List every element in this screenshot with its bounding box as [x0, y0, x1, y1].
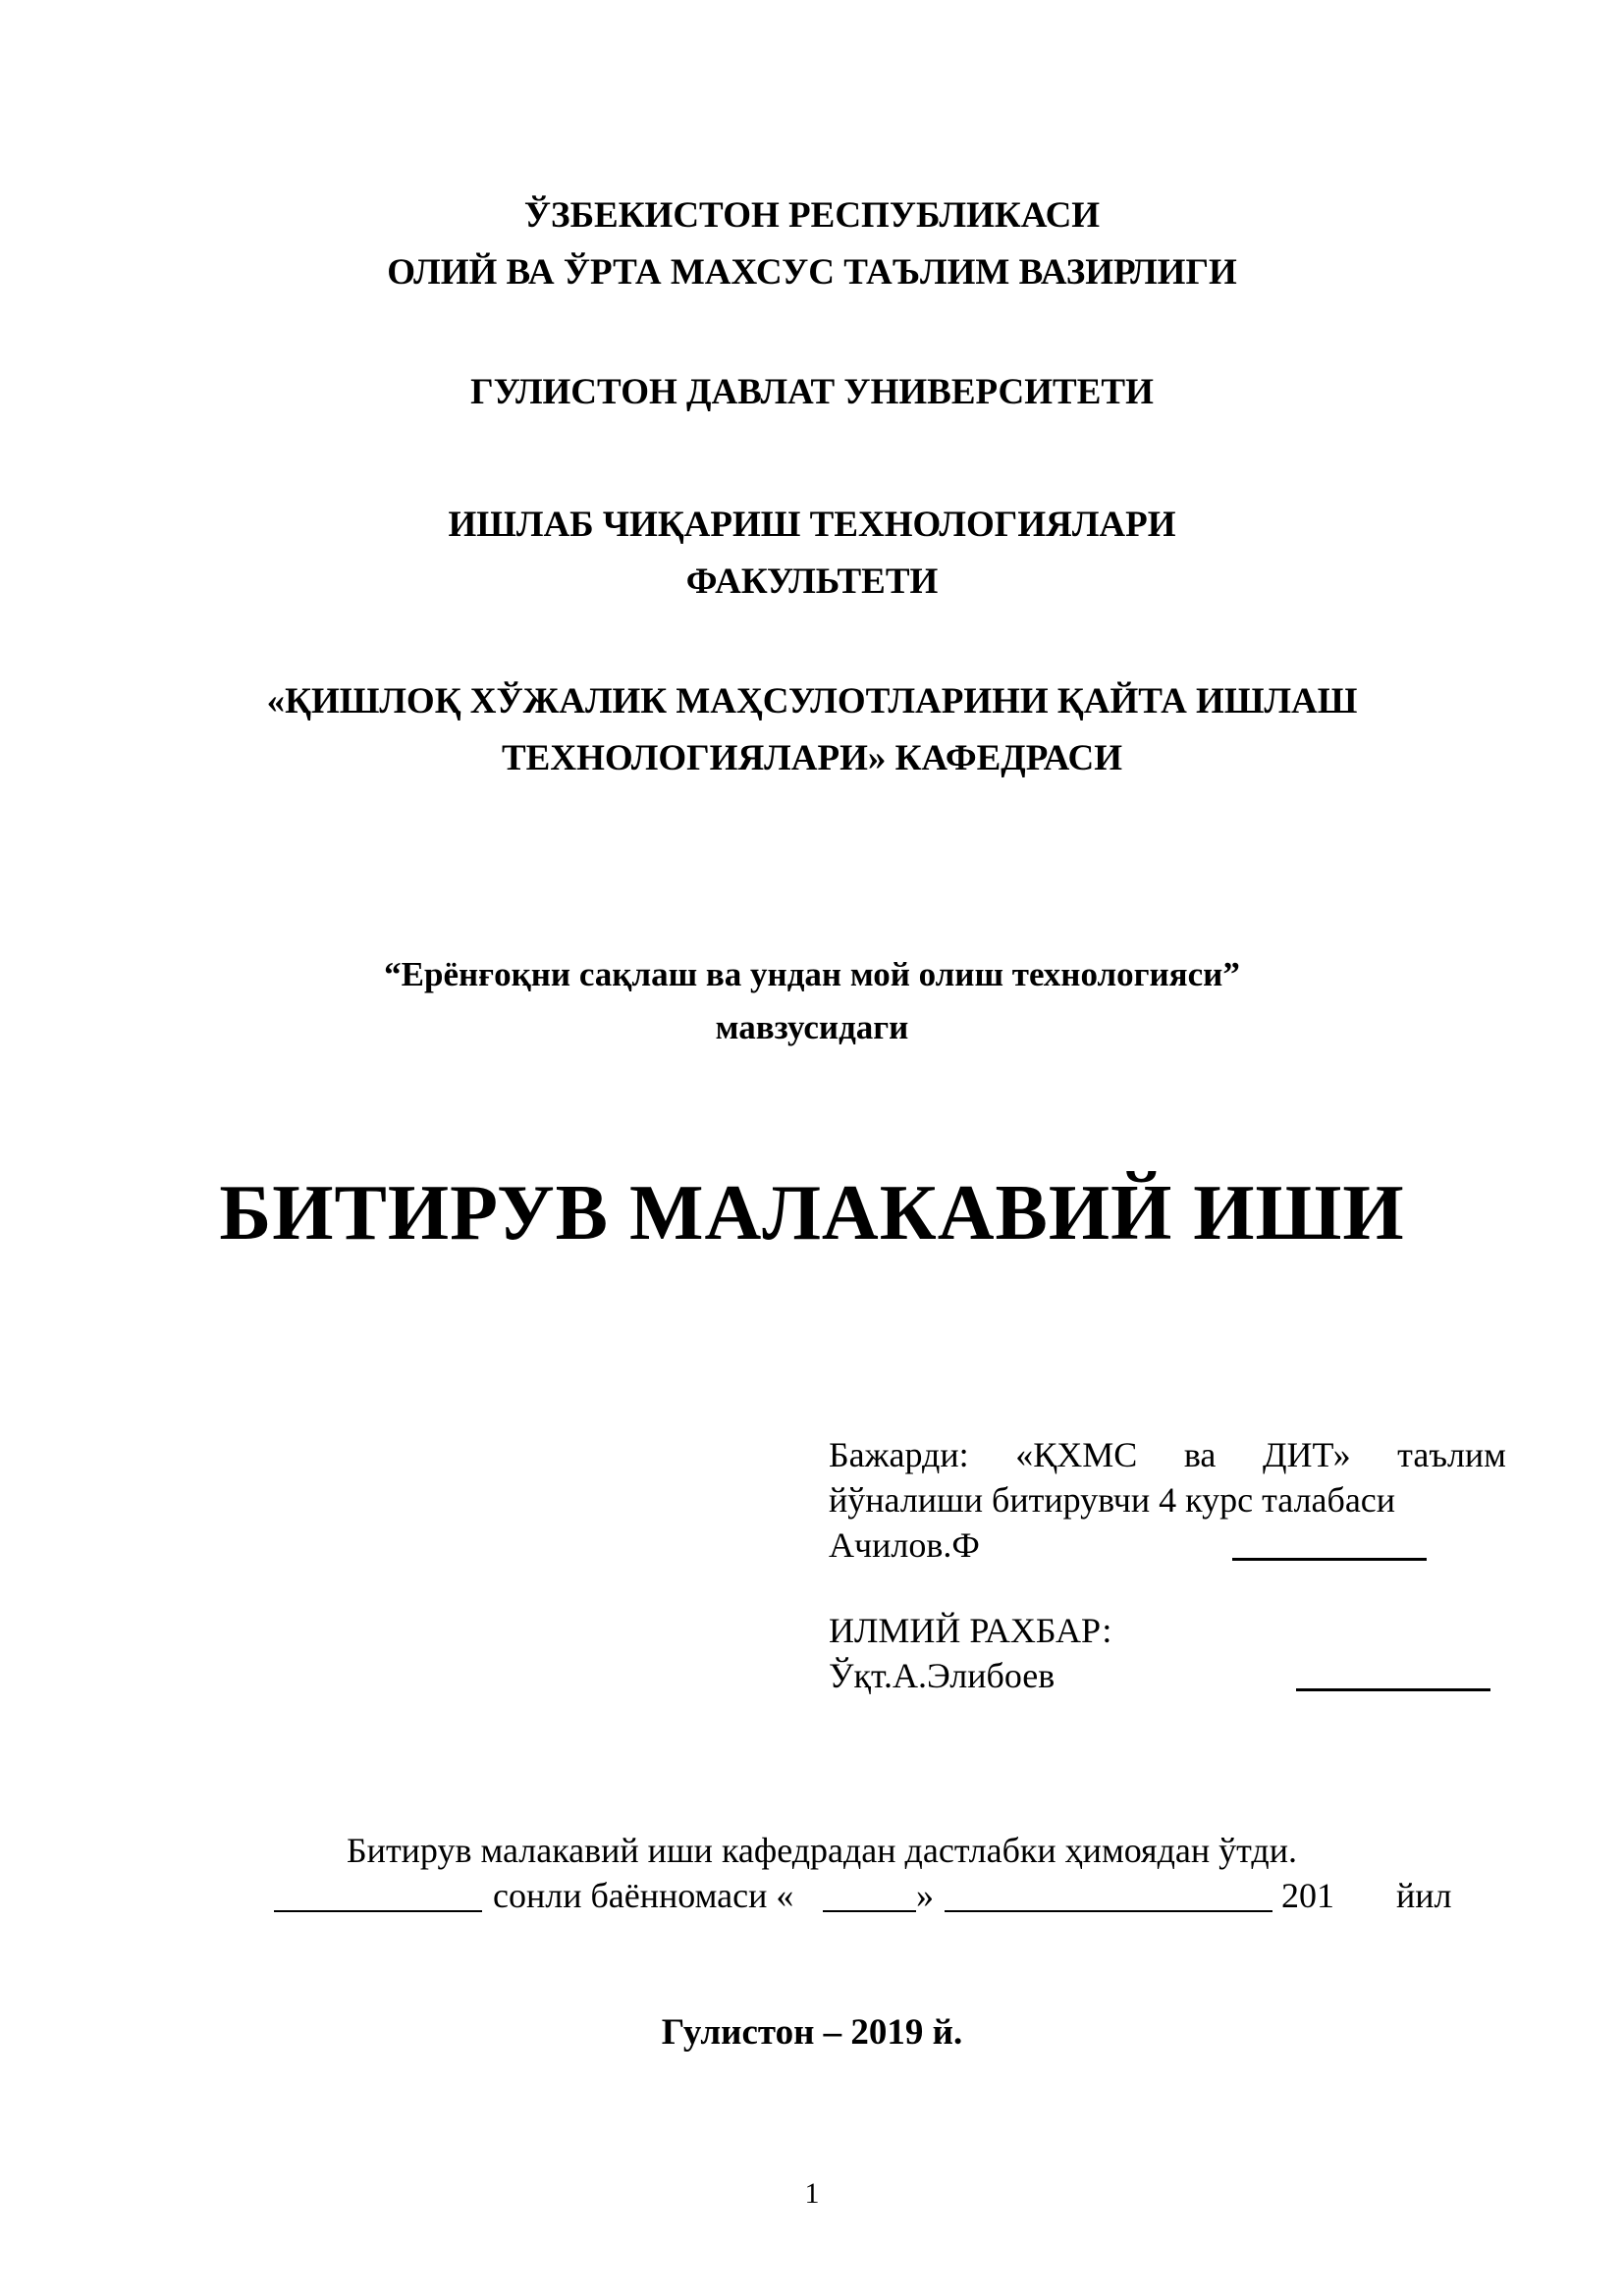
- supervisor-name: Ўқт.А.Элибоев: [829, 1656, 1056, 1695]
- defense-note-line-2: [0, 1873, 1624, 1918]
- faculty-heading: [0, 497, 1624, 611]
- document-title: [0, 1164, 1624, 1262]
- performer-word: таълим: [1397, 1435, 1506, 1474]
- defense-note-line-1: [0, 1828, 1624, 1873]
- department-heading: [0, 673, 1624, 787]
- topic-line-2: мавзусидаги: [715, 1008, 909, 1046]
- ministry-line-1: ЎЗБЕКИСТОН РЕСПУБЛИКАСИ: [523, 195, 1101, 236]
- city-year-text: Гулистон – 2019 й.: [661, 2012, 963, 2053]
- supervisor-block: [829, 1608, 1506, 1698]
- page-number: 1: [804, 2177, 820, 2210]
- performer-word: ва: [1183, 1435, 1217, 1474]
- performer-word: «ҚХМС: [1015, 1435, 1138, 1474]
- supervisor-label-row: [829, 1608, 1506, 1653]
- topic-line-1: “Ерёнғоқни сақлаш ва ундан мой олиш технологияси”: [384, 955, 1240, 993]
- performer-line-1: [829, 1432, 1506, 1477]
- performer-word: ДИТ»: [1262, 1435, 1351, 1474]
- performer-name-row: [829, 1522, 1506, 1568]
- defense-note: [0, 1828, 1624, 1918]
- performer-line-2: [829, 1477, 1506, 1522]
- protocol-month-blank: [945, 1910, 1272, 1912]
- department-line-2: ТЕХНОЛОГИЯЛАРИ» КАФЕДРАСИ: [502, 738, 1122, 778]
- protocol-year-suffix: йил: [1396, 1876, 1452, 1915]
- performer-program-text: йўналиши битирувчи 4 курс талабаси: [829, 1480, 1396, 1520]
- ministry-heading: [0, 187, 1624, 301]
- ministry-line-2: ОЛИЙ ВА ЎРТА МАХСУС ТАЪЛИМ ВАЗИРЛИГИ: [387, 252, 1237, 293]
- university-heading: [0, 364, 1624, 421]
- protocol-label: сонли баённомаси «: [493, 1876, 794, 1915]
- faculty-line-2: ФАКУЛЬТЕТИ: [685, 561, 939, 602]
- protocol-close-quote: »: [916, 1876, 934, 1915]
- performer-signature-line: [1232, 1558, 1427, 1561]
- thesis-topic: [0, 948, 1624, 1054]
- protocol-year-prefix: 201: [1281, 1876, 1334, 1915]
- performer-block: [829, 1432, 1506, 1568]
- document-title-text: БИТИРУВ МАЛАКАВИЙ ИШИ: [219, 1170, 1405, 1256]
- protocol-number-blank: [274, 1910, 482, 1912]
- supervisor-label: ИЛМИЙ РАХБАР:: [829, 1611, 1112, 1650]
- department-line-1: «ҚИШЛОҚ ХЎЖАЛИК МАҲСУЛОТЛАРИНИ ҚАЙТА ИШЛАШ: [266, 681, 1358, 721]
- supervisor-signature-line: [1296, 1688, 1490, 1691]
- faculty-line-1: ИШЛАБ ЧИҚАРИШ ТЕХНОЛОГИЯЛАРИ: [448, 505, 1176, 545]
- defense-note-text: Битирув малакавий иши кафедрадан дастлабки ҳимоядан ўтди.: [347, 1831, 1297, 1870]
- protocol-day-blank: [823, 1910, 916, 1912]
- supervisor-name-row: [829, 1653, 1506, 1698]
- university-name: ГУЛИСТОН ДАВЛАТ УНИВЕРСИТЕТИ: [470, 372, 1154, 412]
- city-year-footer: [0, 2004, 1624, 2061]
- performer-name: Ачилов.Ф: [829, 1525, 980, 1565]
- performer-word: Бажарди:: [829, 1435, 969, 1474]
